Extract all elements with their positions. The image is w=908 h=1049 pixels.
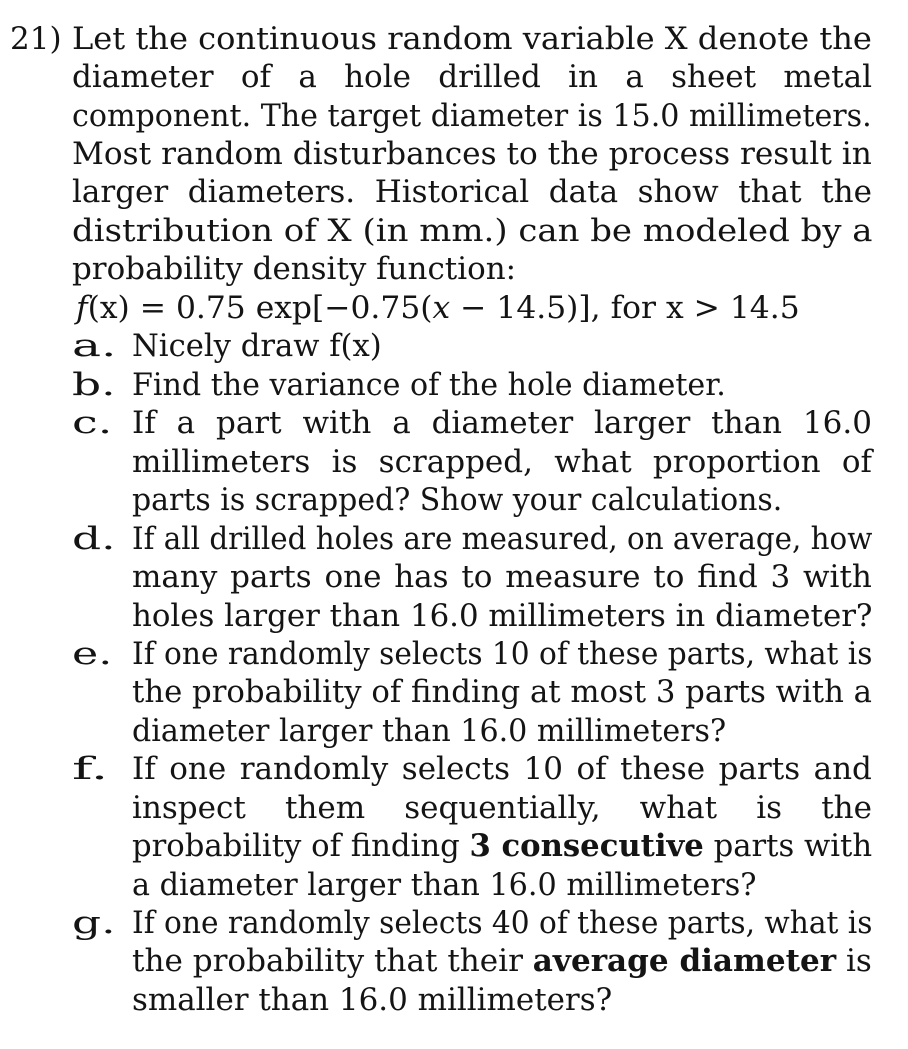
word: proportion: [652, 444, 821, 480]
word: them: [284, 790, 366, 826]
intro-line-7: probability density function:: [72, 251, 517, 287]
word: 3: [770, 559, 791, 595]
word: has: [394, 559, 449, 595]
word: that: [738, 174, 802, 210]
word: to: [461, 559, 493, 595]
part-b-label: b.: [72, 367, 116, 403]
word: diameters.: [187, 174, 356, 210]
word: larger: [72, 174, 169, 210]
word: than: [711, 405, 783, 441]
part-f-line-3-tail: parts with: [703, 828, 873, 864]
part-g-label: g.: [72, 905, 116, 941]
formula-rest: − 14.5)], for x > 14.5: [450, 290, 800, 326]
word: of: [841, 444, 872, 480]
word: hole: [344, 59, 411, 95]
word: one: [169, 751, 227, 787]
part-g-line-2-tail: is: [836, 943, 872, 979]
word: sheet: [671, 59, 757, 95]
word: If: [132, 751, 156, 787]
part-e-label: e.: [72, 636, 113, 672]
part-f-line-4: a diameter larger than 16.0 millimeters?: [132, 867, 757, 903]
word: parts: [230, 559, 312, 595]
word: a: [625, 59, 644, 95]
intro-line-3: component. The target diameter is 15.0 millimeters.: [72, 98, 872, 134]
word: drilled: [438, 59, 541, 95]
word: in: [568, 59, 599, 95]
word: with: [302, 405, 372, 441]
part-g-line-2: [132, 942, 872, 980]
word: diameter: [431, 405, 574, 441]
question-number: 21): [10, 21, 62, 57]
word: metal: [783, 59, 872, 95]
word: measure: [505, 559, 641, 595]
word: one: [324, 559, 382, 595]
part-e-line-1: If one randomly selects 10 of these parts, what is: [132, 636, 873, 672]
word: selects: [401, 751, 511, 787]
word: Historical: [374, 174, 530, 210]
word: the: [821, 790, 872, 826]
word: data: [548, 174, 619, 210]
word: sequentially,: [404, 790, 601, 826]
word: and: [813, 751, 872, 787]
intro-line-1: Let the continuous random variable X denote the: [72, 21, 872, 57]
word: with: [803, 559, 872, 595]
part-c-line-3: parts is scrapped? Show your calculations.: [132, 482, 783, 518]
part-f-emphasis: 3 consecutive: [469, 828, 704, 864]
word: If: [132, 405, 156, 441]
word: these: [620, 751, 706, 787]
word: find: [697, 559, 758, 595]
formula-f: f: [76, 290, 88, 326]
word: is: [331, 444, 358, 480]
word: what: [554, 444, 632, 480]
word: randomly: [239, 751, 389, 787]
intro-line-5: [72, 173, 872, 211]
word: is: [756, 790, 783, 826]
formula-equals: = 0.75 exp[−0.75(: [129, 290, 433, 326]
word: a: [392, 405, 411, 441]
part-c-label: c.: [72, 405, 113, 441]
part-a-label: a.: [72, 328, 117, 364]
word: what: [639, 790, 718, 826]
part-g-emphasis: average diameter: [532, 943, 837, 979]
word: diameter: [72, 59, 214, 95]
word: scrapped,: [378, 444, 533, 480]
part-d-line-2: [132, 558, 872, 596]
part-d-label: d.: [72, 521, 116, 557]
part-e-line-2: the probability of finding at most 3 parts with a: [132, 674, 872, 710]
part-g-line-3: smaller than 16.0 millimeters?: [132, 982, 613, 1018]
pdf-formula: [76, 289, 800, 327]
word: part: [215, 405, 282, 441]
formula-arg: (x): [87, 290, 130, 326]
part-f-line-3-text: probability of finding: [132, 828, 470, 864]
intro-line-6: distribution of X (in mm.) can be modeled by a: [72, 213, 873, 249]
part-g-line-1: If one randomly selects 40 of these parts, what is: [132, 905, 873, 941]
word: a: [176, 405, 196, 441]
word: 16.0: [802, 405, 872, 441]
word: show: [637, 174, 719, 210]
part-f-line-3: [132, 827, 872, 865]
word: many: [132, 559, 218, 595]
part-c-line-2: [132, 443, 872, 481]
part-e-line-3: diameter larger than 16.0 millimeters?: [132, 713, 727, 749]
word: the: [821, 174, 872, 210]
part-f-line-1: [132, 750, 872, 788]
part-b-line-1: Find the variance of the hole diameter.: [132, 367, 726, 403]
word: a: [298, 59, 317, 95]
word: of: [576, 751, 607, 787]
intro-line-4: Most random disturbances to the process result in: [72, 136, 872, 172]
part-d-line-1: If all drilled holes are measured, on average, how: [132, 521, 873, 557]
word: to: [653, 559, 685, 595]
word: 10: [523, 751, 563, 787]
part-a-line-1: Nicely draw f(x): [132, 328, 382, 364]
part-g-line-2-text: the probability that their: [132, 943, 533, 979]
part-f-label: f.: [72, 751, 109, 787]
part-c-line-1: [132, 404, 872, 442]
part-d-line-3: holes larger than 16.0 millimeters in diameter?: [132, 598, 873, 634]
word: inspect: [132, 790, 246, 826]
intro-line-2: [72, 58, 872, 96]
part-f-line-2: [132, 789, 872, 827]
formula-x: x: [432, 290, 451, 326]
word: larger: [594, 405, 691, 441]
word: millimeters: [132, 444, 311, 480]
word: parts: [718, 751, 801, 787]
word: of: [240, 59, 272, 95]
